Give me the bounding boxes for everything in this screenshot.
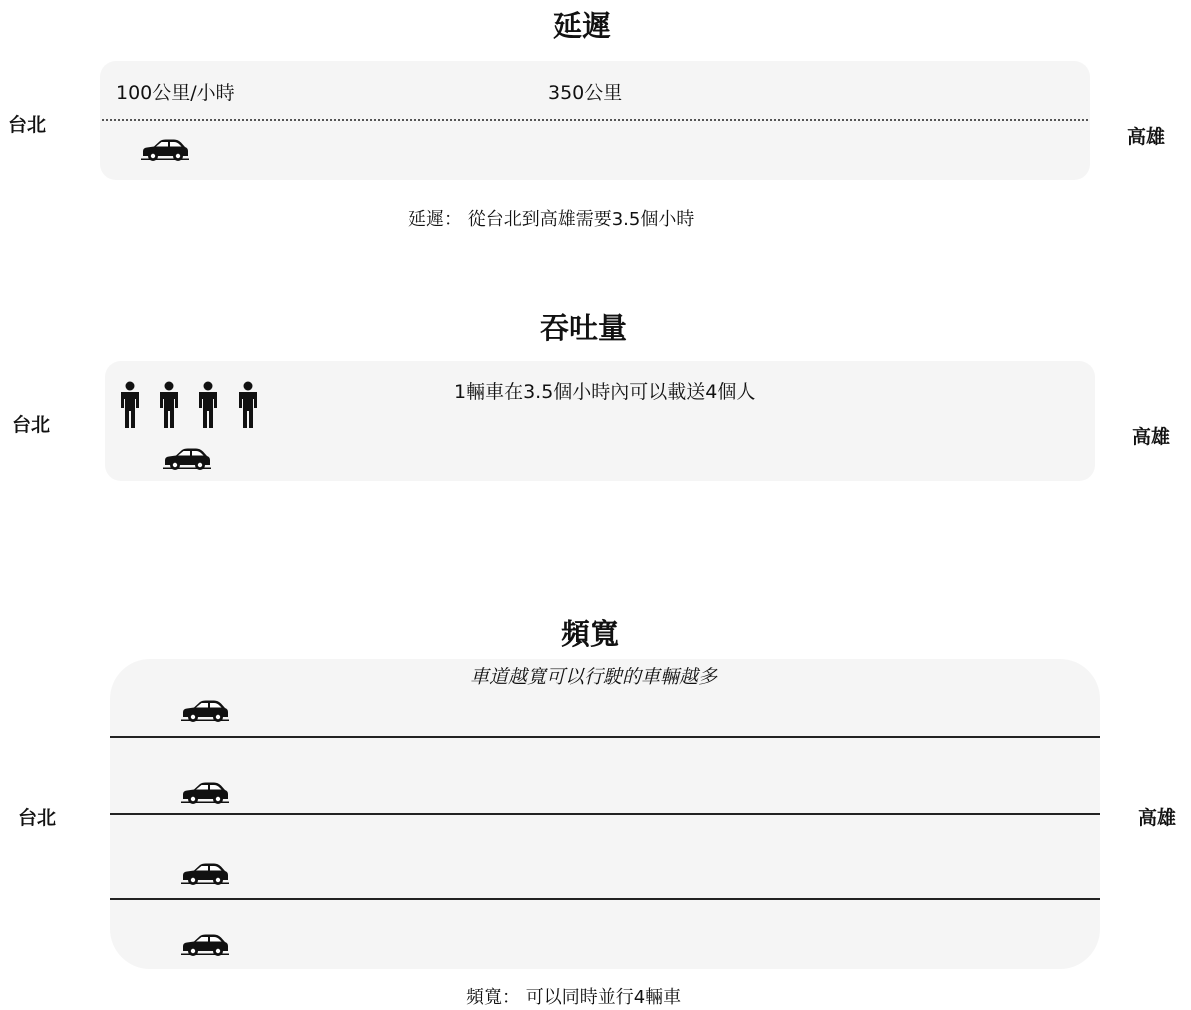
distance-label: 350公里 [548,82,623,104]
lane-divider [110,813,1100,815]
lane-divider [110,736,1100,738]
bandwidth-subtitle: 車道越寬可以行駛的車輛越多 [470,666,718,688]
bandwidth-caption: 頻寬： 可以同時並行4輛車 [466,987,682,1008]
throughput-start-city: 台北 [12,414,51,436]
person-icon [118,381,142,429]
person-icon [236,381,260,429]
bandwidth-title: 頻寬 [561,617,620,651]
car-icon [181,781,229,805]
car-icon [141,138,189,162]
person-icon [157,381,181,429]
car-icon [181,933,229,957]
lane-divider [110,898,1100,900]
latency-title: 延遲 [553,9,612,43]
car-icon [181,699,229,723]
bandwidth-start-city: 台北 [18,807,57,829]
car-icon [181,862,229,886]
latency-start-city: 台北 [8,114,47,136]
person-icon [196,381,220,429]
latency-caption: 延遲： 從台北到高雄需要3.5個小時 [408,209,695,230]
latency-end-city: 高雄 [1127,126,1166,148]
car-icon [163,447,211,471]
latency-route-line [102,119,1088,121]
throughput-title: 吞吐量 [540,311,628,345]
throughput-description: 1輛車在3.5個小時內可以載送4個人 [454,381,756,403]
throughput-end-city: 高雄 [1132,426,1171,448]
speed-label: 100公里/小時 [116,82,235,104]
bandwidth-end-city: 高雄 [1138,807,1177,829]
